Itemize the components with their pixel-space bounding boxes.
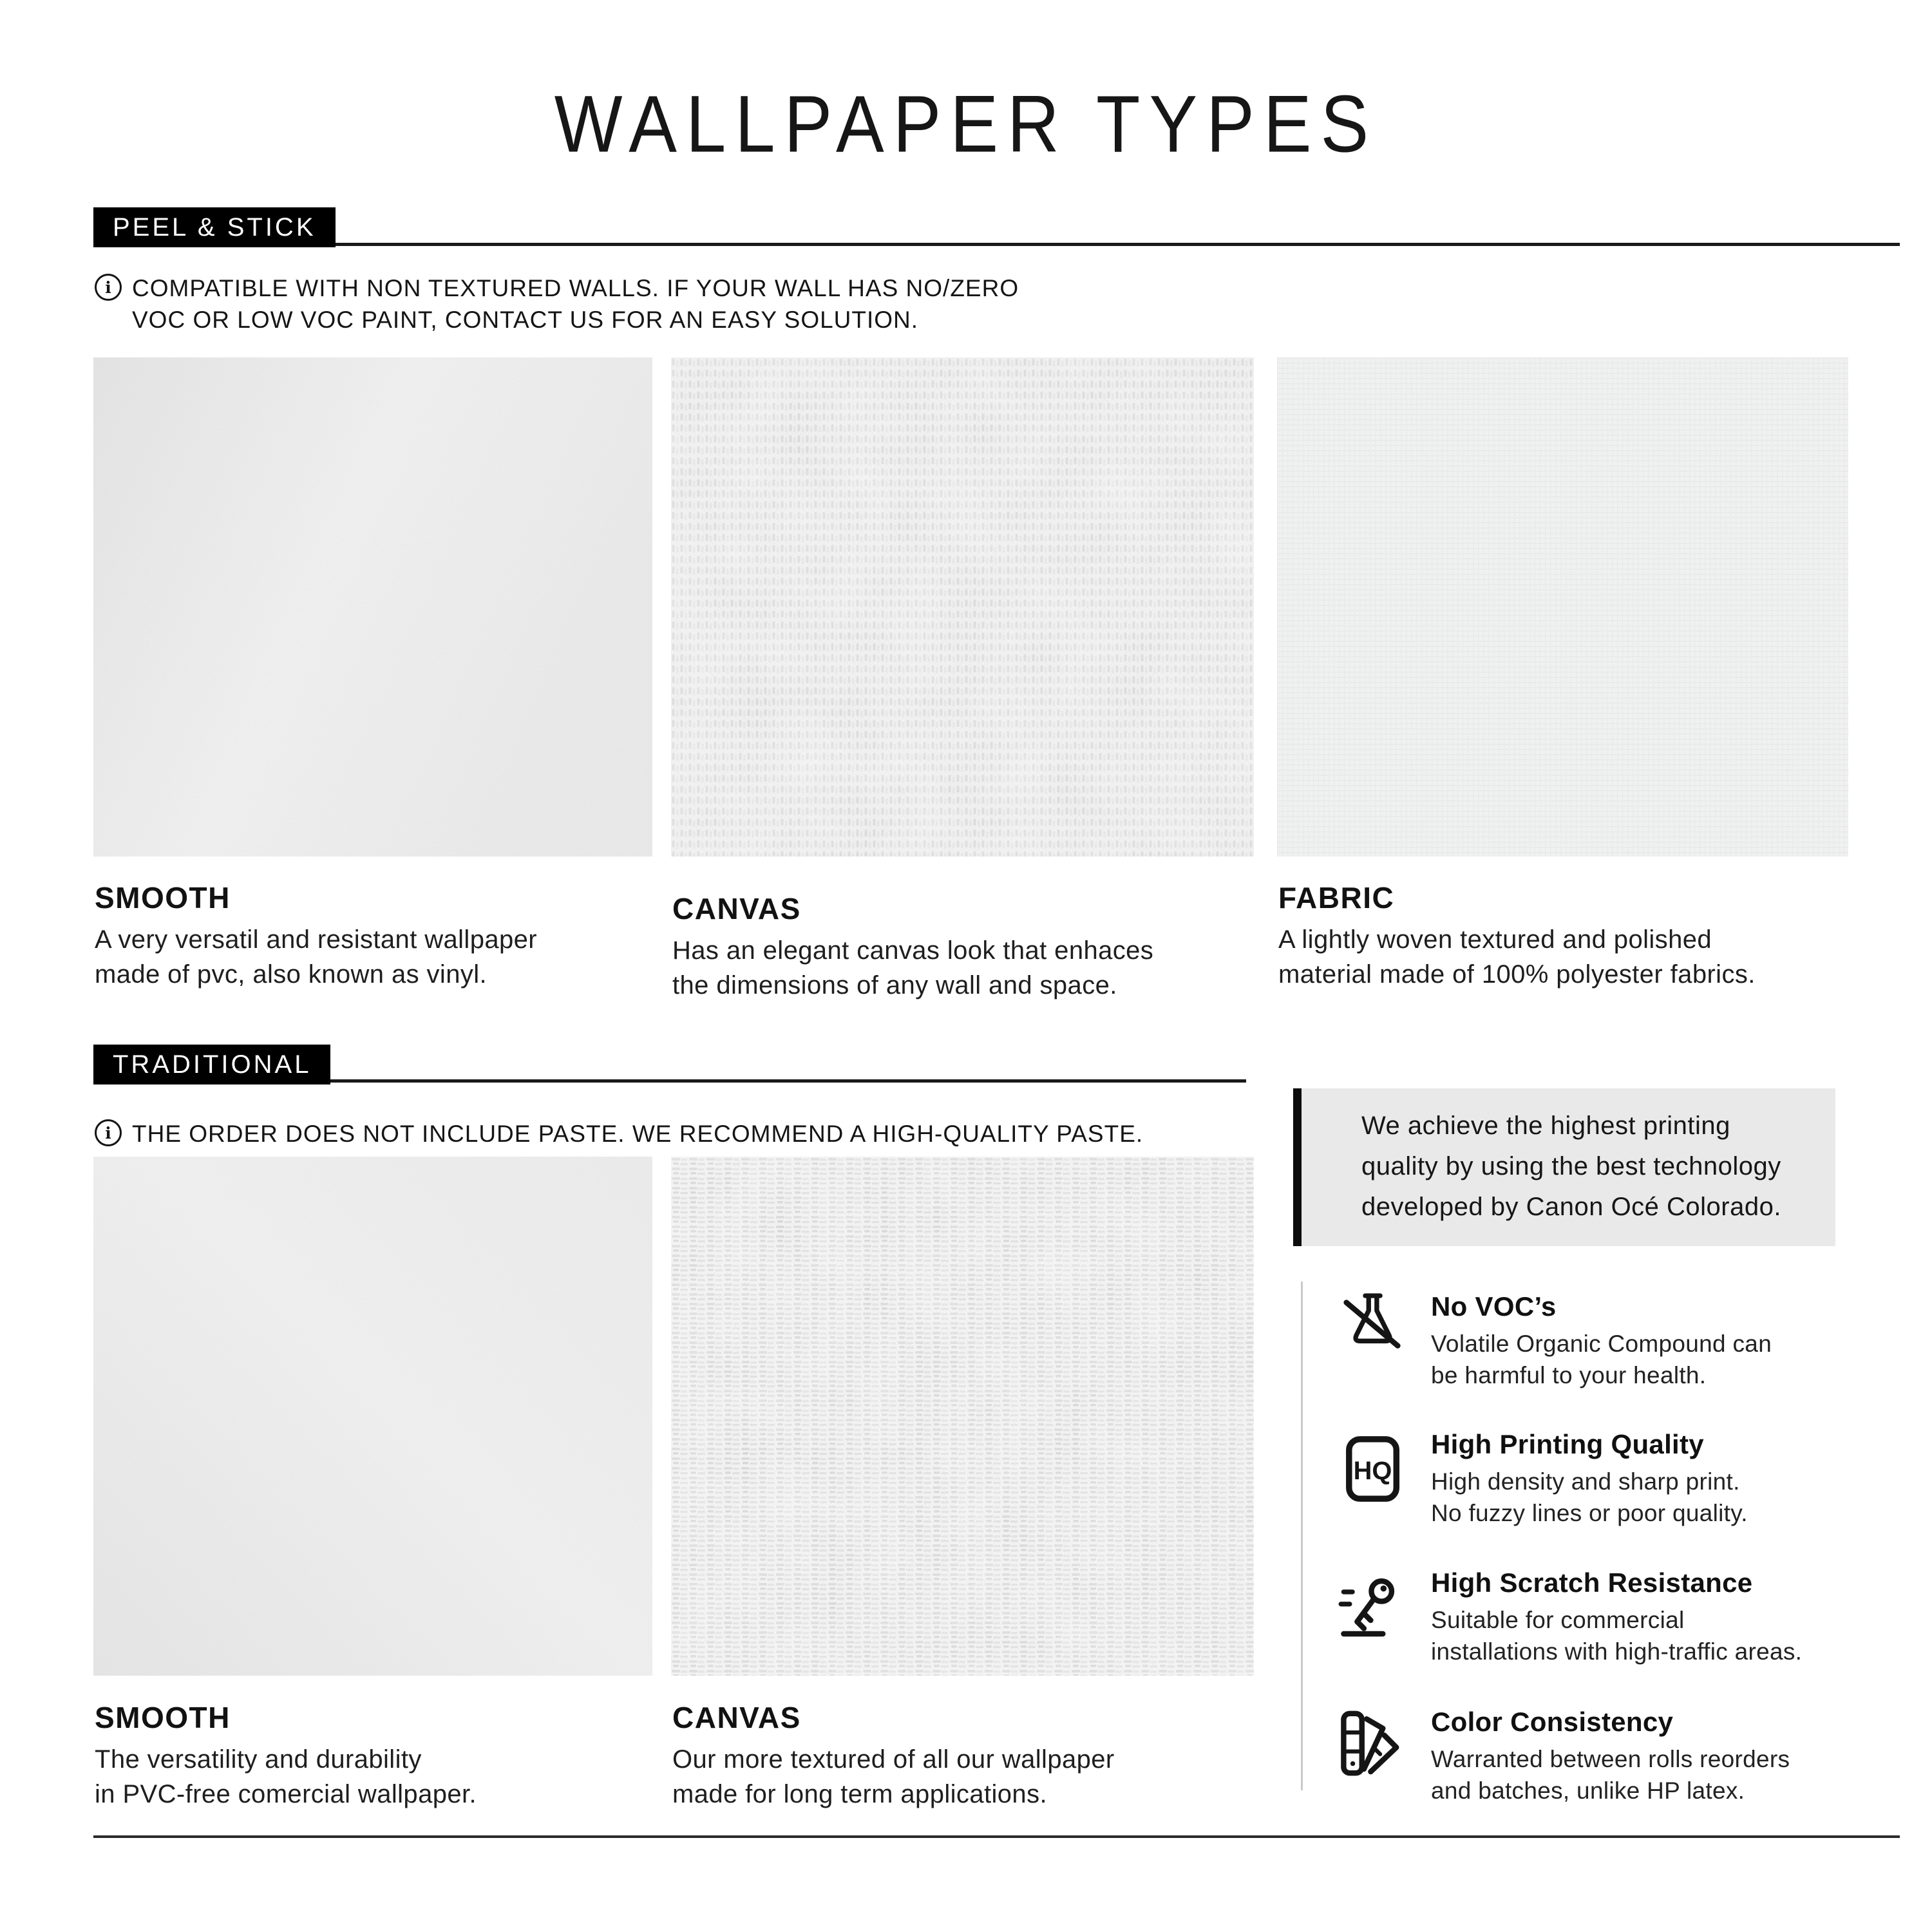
peel-stick-smooth-label: SMOOTH xyxy=(95,881,231,914)
traditional-badge xyxy=(93,1045,330,1084)
peel-stick-smooth-desc: A very versatil and resistant wallpaper made of pvc, also known as vinyl. xyxy=(95,925,538,989)
traditional-canvas-swatch xyxy=(671,1157,1254,1676)
feature-scratch-title: High Scratch Resistance xyxy=(1431,1567,1753,1598)
peel-stick-canvas-label: CANVAS xyxy=(672,892,801,925)
no-voc-flask-icon xyxy=(1338,1285,1406,1361)
traditional-badge-label: TRADITIONAL xyxy=(113,1050,312,1079)
feature-scratch-desc: Suitable for commercial installations with high-traffic areas. xyxy=(1431,1607,1803,1665)
peel-stick-badge-label: PEEL & STICK xyxy=(113,213,316,242)
traditional-smooth-desc: The versatility and durability in PVC-free comercial wallpaper. xyxy=(95,1745,477,1808)
quality-box-line1: We achieve the highest printing xyxy=(1361,1112,1730,1140)
color-swatchbook-icon xyxy=(1338,1705,1406,1781)
feature-hq-desc: High density and sharp print. No fuzzy lines or poor quality. xyxy=(1431,1468,1748,1526)
feature-no-voc-title: No VOC’s xyxy=(1431,1291,1557,1321)
canvas-weave-texture xyxy=(671,357,1254,857)
feature-no-voc-desc: Volatile Organic Compound can be harmful to your health. xyxy=(1431,1331,1772,1388)
hq-stamp-icon xyxy=(1338,1431,1406,1507)
smooth-vinyl-texture xyxy=(93,357,652,857)
scratch-key-icon xyxy=(1338,1569,1406,1645)
bottom-divider-line xyxy=(93,1835,1900,1838)
peel-stick-fabric-desc: A lightly woven textured and polished material made of 100% polyester fabrics. xyxy=(1278,925,1756,989)
smooth-pvc-free-texture xyxy=(93,1157,652,1676)
page-title: WALLPAPER TYPES xyxy=(554,79,1378,169)
peel-stick-canvas-swatch xyxy=(671,357,1254,857)
features-divider-line xyxy=(1301,1282,1303,1790)
svg-text:HQ: HQ xyxy=(1353,1456,1392,1485)
peel-stick-canvas-desc: Has an elegant canvas look that enhaces the dimensions of any wall and space. xyxy=(672,936,1154,999)
quality-box-line3: developed by Canon Océ Colorado. xyxy=(1361,1193,1781,1221)
traditional-canvas-label: CANVAS xyxy=(672,1701,801,1734)
quality-box-line2: quality by using the best technology xyxy=(1361,1152,1781,1180)
peel-stick-fabric-label: FABRIC xyxy=(1278,881,1395,914)
peel-stick-divider-line xyxy=(93,243,1900,246)
traditional-smooth-swatch xyxy=(93,1157,652,1676)
quality-box-accent-bar xyxy=(1293,1088,1302,1246)
canvas-rough-texture xyxy=(671,1157,1254,1676)
peel-stick-note xyxy=(95,272,1019,336)
fabric-linen-texture xyxy=(1277,357,1848,857)
peel-stick-fabric-swatch xyxy=(1277,357,1848,857)
traditional-smooth-label: SMOOTH xyxy=(95,1701,231,1734)
peel-stick-note-line2: VOC OR LOW VOC PAINT, CONTACT US FOR AN EASY SOLUTION. xyxy=(132,307,919,333)
peel-stick-badge xyxy=(93,207,336,247)
info-icon: i xyxy=(95,274,122,301)
feature-color-desc: Warranted between rolls reorders and batches, unlike HP latex. xyxy=(1431,1746,1790,1804)
peel-stick-note-line1: COMPATIBLE WITH NON TEXTURED WALLS. IF YOUR WALL HAS NO/ZERO xyxy=(132,275,1019,301)
traditional-note xyxy=(95,1118,1143,1150)
feature-color-title: Color Consistency xyxy=(1431,1707,1674,1737)
traditional-note-line1: THE ORDER DOES NOT INCLUDE PASTE. WE RECOMMEND A HIGH-QUALITY PASTE. xyxy=(132,1121,1144,1147)
peel-stick-smooth-swatch xyxy=(93,357,652,857)
feature-hq-title: High Printing Quality xyxy=(1431,1429,1704,1459)
traditional-canvas-desc: Our more textured of all our wallpaper made for long term applications. xyxy=(672,1745,1115,1808)
quality-box xyxy=(1302,1088,1835,1246)
info-icon: i xyxy=(95,1119,122,1146)
